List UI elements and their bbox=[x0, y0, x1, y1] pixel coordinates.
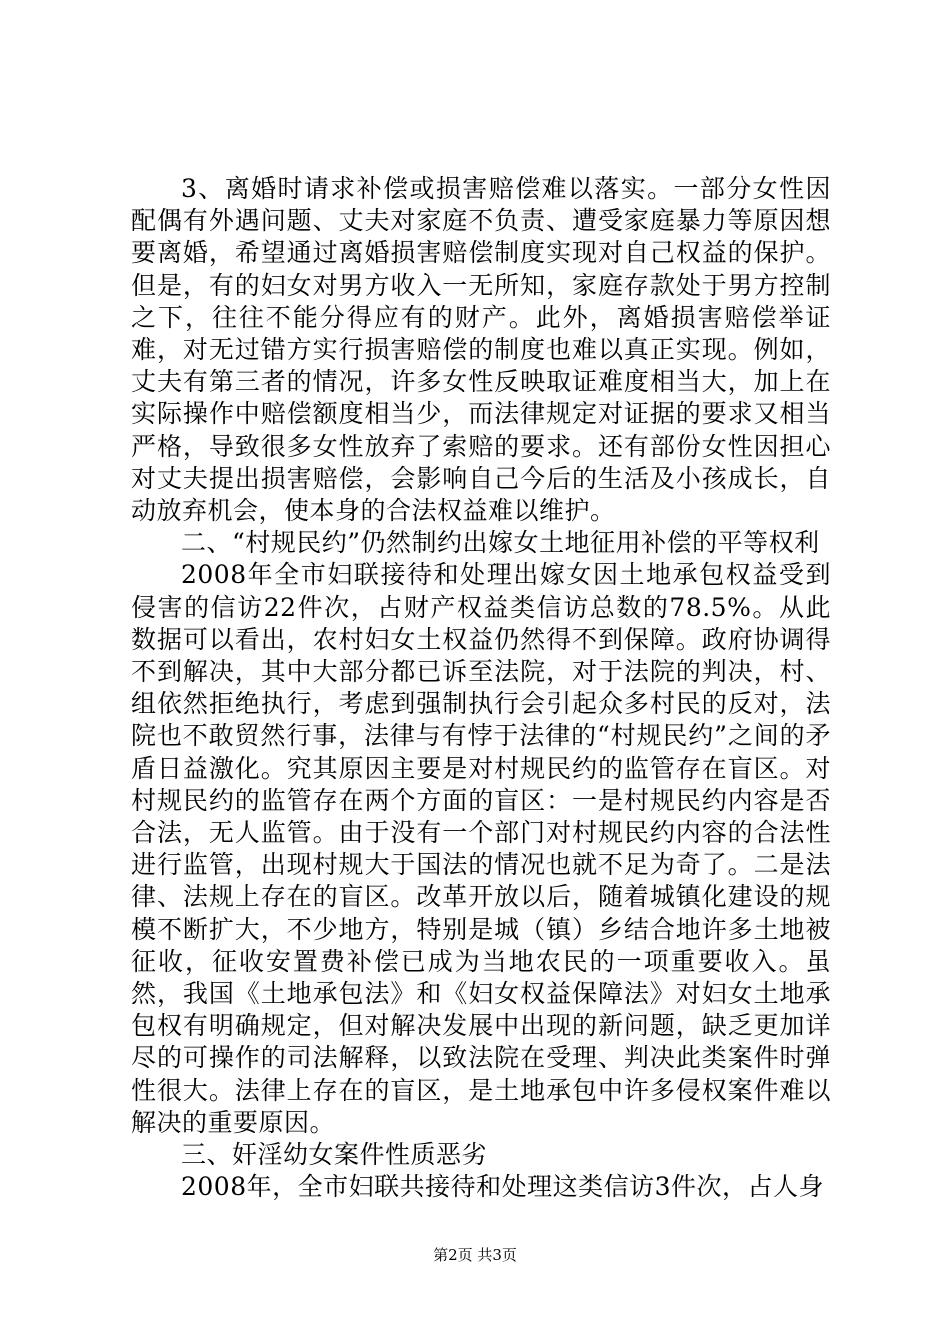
page-number-footer: 第2页 共3页 bbox=[433, 1246, 517, 1264]
document-body bbox=[131, 173, 831, 1204]
paragraph-land-rights: 2008年全市妇联接待和处理出嫁女因土地承包权益受到侵害的信访22件次，占财产权益类信访总数的78.5%。从此数据可以看出，农村妇女土权益仍然得不到保障。政府协调得不到解决，其中大部分都已诉至法院，对于法院的判决，村、组依然拒绝执行，考虑到强制执行会引起众多村民的反对，法院也不敢贸然行事，法律与有悖于法律的“村规民约”之间的矛盾日益激化。究其原因主要是对村规民约的监管存在盲区。对村规民约的监管存在两个方面的盲区：一是村规民约内容是否合法，无人监管。由于没有一个部门对村规民约内容的合法性进行监管，出现村规大于国法的情况也就不足为奇了。二是法律、法规上存在的盲区。改革开放以后，随着城镇化建设的规模不断扩大，不少地方，特别是城（镇）乡结合地许多土地被征收，征收安置费补偿已成为当地农民的一项重要收入。虽然，我国《土地承包法》和《妇女权益保障法》对妇女土地承包权有明确规定，但对解决发展中出现的新问题，缺乏更加详尽的可操作的司法解释，以致法院在受理、判决此类案件时弹性很大。法律上存在的盲区，是土地承包中许多侵权案件难以解决的重要原因。 bbox=[131, 560, 831, 1137]
section-heading-child-abuse-cases: 三、奸淫幼女案件性质恶劣 bbox=[181, 1140, 488, 1170]
section-heading-village-rules: 二、“村规民约”仍然制约出嫁女土地征用补偿的平等权利 bbox=[181, 528, 820, 558]
paragraph-divorce-compensation: 3、离婚时请求补偿或损害赔偿难以落实。一部分女性因配偶有外遇问题、丈夫对家庭不负责、遭受家庭暴力等原因想要离婚，希望通过离婚损害赔偿制度实现对自己权益的保护。但是，有的妇女对男方收入一无所知，家庭存款处于男方控制之下，往往不能分得应有的财产。此外，离婚损害赔偿举证难，对无过错方实行损害赔偿的制度也难以真正实现。例如，丈夫有第三者的情况，许多女性反映取证难度相当大，加上在实际操作中赔偿额度相当少，而法律规定对证据的要求又相当严格，导致很多女性放弃了索赔的要求。还有部份女性因担心对丈夫提出损害赔偿，会影响自己今后的生活及小孩成长，自动放弃机会，使本身的合法权益难以维护。 bbox=[131, 174, 831, 526]
paragraph-petition-statistics: 2008年，全市妇联共接待和处理这类信访3件次，占人身 bbox=[181, 1172, 825, 1202]
